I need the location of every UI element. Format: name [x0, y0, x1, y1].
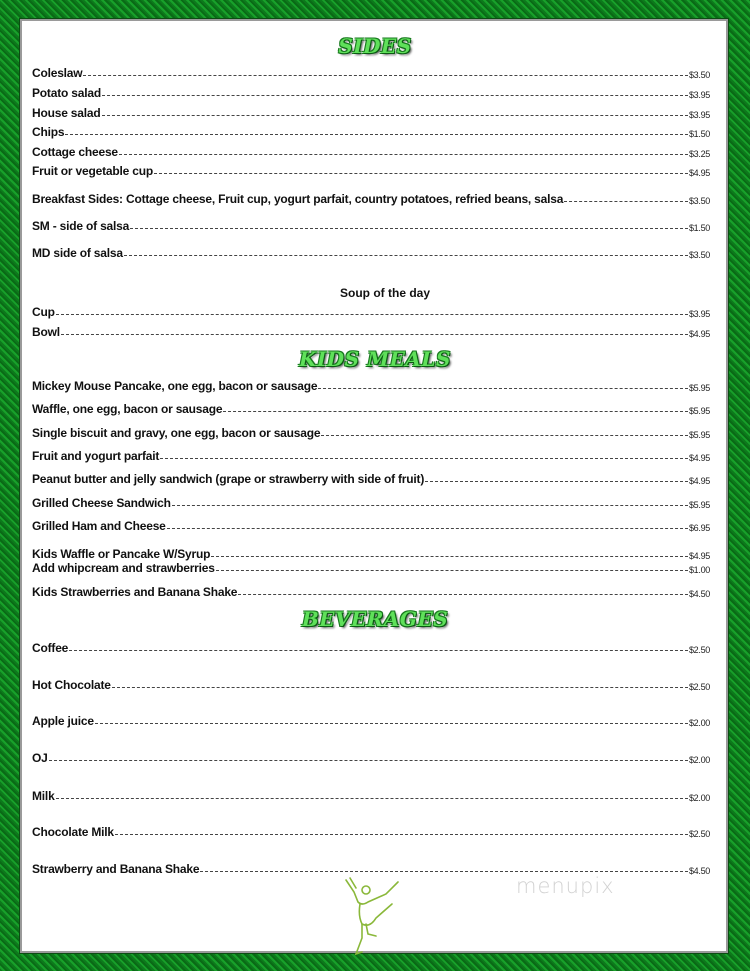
dotted-leader	[200, 871, 688, 872]
item-name: Chocolate Milk	[32, 825, 114, 839]
item-name: Bowl	[32, 325, 60, 339]
item-name: Milk	[32, 789, 55, 803]
item-price: $3.95	[688, 90, 710, 100]
item-name: Peanut butter and jelly sandwich (grape or strawberry with side of fruit)	[32, 472, 425, 486]
menu-item	[32, 641, 710, 655]
menu-item	[32, 219, 710, 233]
dotted-leader	[124, 255, 688, 256]
item-name: Cottage cheese	[32, 145, 118, 159]
dotted-leader	[130, 228, 688, 229]
item-price: $4.50	[688, 589, 710, 599]
menu-item	[32, 714, 710, 728]
item-price: $3.50	[688, 250, 710, 260]
dotted-leader	[65, 134, 688, 135]
item-price: $5.95	[688, 383, 710, 393]
dotted-leader	[112, 687, 688, 688]
menu-item	[32, 86, 710, 100]
item-price: $3.50	[688, 70, 710, 80]
item-price: $3.95	[688, 309, 710, 319]
item-name: Coleslaw	[32, 66, 83, 80]
item-price: $2.50	[688, 829, 710, 839]
item-name: SM - side of salsa	[32, 219, 130, 233]
menu-page	[20, 19, 728, 953]
item-name: Cup	[32, 305, 55, 319]
dotted-leader	[69, 650, 688, 651]
item-name: Breakfast Sides: Cottage cheese, Fruit cup, yogurt parfait, country potatoes, refried beans, salsa	[32, 192, 564, 206]
menu-item	[32, 164, 710, 178]
menu-item	[32, 496, 710, 510]
item-price: $3.50	[688, 196, 710, 206]
item-name: House salad	[32, 106, 101, 120]
menu-item	[32, 825, 710, 839]
menu-item	[32, 751, 710, 765]
dotted-leader	[172, 505, 688, 506]
item-name: OJ	[32, 751, 48, 765]
item-price: $4.95	[688, 329, 710, 339]
menu-item	[32, 66, 710, 80]
item-price: $1.50	[688, 223, 710, 233]
menu-item	[32, 519, 710, 533]
dotted-leader	[564, 201, 688, 202]
item-price: $4.95	[688, 168, 710, 178]
item-name: Grilled Cheese Sandwich	[32, 496, 171, 510]
section-heading-sides: SIDES	[338, 34, 412, 58]
item-price: $4.50	[688, 866, 710, 876]
item-price: $2.00	[688, 718, 710, 728]
menu-item	[32, 449, 710, 463]
dotted-leader	[56, 314, 688, 315]
section-heading-kids-meals: KIDS MEALS	[299, 347, 451, 371]
item-name: Strawberry and Banana Shake	[32, 862, 200, 876]
item-price: $5.95	[688, 430, 710, 440]
item-price: $1.00	[688, 565, 710, 575]
menu-item	[32, 246, 710, 260]
item-name: Coffee	[32, 641, 69, 655]
item-price: $1.50	[688, 129, 710, 139]
dotted-leader	[119, 154, 688, 155]
dotted-leader	[318, 388, 688, 389]
menu-item	[32, 426, 710, 440]
item-name: Chips	[32, 125, 65, 139]
item-name: Apple juice	[32, 714, 94, 728]
dotted-leader	[102, 95, 688, 96]
dotted-leader	[238, 594, 688, 595]
dotted-leader	[95, 723, 688, 724]
item-name: Single biscuit and gravy, one egg, bacon or sausage	[32, 426, 321, 440]
dotted-leader	[160, 458, 688, 459]
menu-item	[32, 472, 710, 486]
item-name: Fruit and yogurt parfait	[32, 449, 160, 463]
item-name: Kids Waffle or Pancake W/Syrup	[32, 547, 211, 561]
menu-item	[32, 106, 710, 120]
item-price: $3.25	[688, 149, 710, 159]
item-name: Hot Chocolate	[32, 678, 111, 692]
item-name: Add whipcream and strawberries	[32, 561, 215, 575]
menu-item	[32, 678, 710, 692]
item-name: Waffle, one egg, bacon or sausage	[32, 402, 223, 416]
menu-item	[32, 379, 710, 393]
item-price: $5.95	[688, 406, 710, 416]
item-price: $4.95	[688, 551, 710, 561]
item-price: $2.00	[688, 793, 710, 803]
item-price: $2.00	[688, 755, 710, 765]
dotted-leader	[425, 481, 688, 482]
item-price: $4.95	[688, 476, 710, 486]
menu-item	[32, 125, 710, 139]
dotted-leader	[167, 528, 688, 529]
dotted-leader	[49, 760, 688, 761]
dotted-leader	[115, 834, 688, 835]
item-name: Mickey Mouse Pancake, one egg, bacon or sausage	[32, 379, 318, 393]
menu-item	[32, 305, 710, 319]
dotted-leader	[56, 798, 688, 799]
section-heading-beverages: BEVERAGES	[301, 607, 449, 631]
menu-item	[32, 402, 710, 416]
item-name: MD side of salsa	[32, 246, 123, 260]
dotted-leader	[83, 75, 688, 76]
dotted-leader	[61, 334, 688, 335]
menu-item	[32, 585, 710, 599]
menu-item	[32, 145, 710, 159]
dotted-leader	[211, 556, 688, 557]
soup-subheading: Soup of the day	[340, 286, 430, 300]
menu-item	[32, 561, 710, 575]
item-price: $4.95	[688, 453, 710, 463]
item-price: $5.95	[688, 500, 710, 510]
item-name: Fruit or vegetable cup	[32, 164, 153, 178]
item-name: Grilled Ham and Cheese	[32, 519, 166, 533]
dotted-leader	[154, 173, 688, 174]
item-price: $3.95	[688, 110, 710, 120]
menu-item	[32, 547, 710, 561]
dotted-leader	[102, 115, 688, 116]
item-name: Kids Strawberries and Banana Shake	[32, 585, 238, 599]
item-price: $6.95	[688, 523, 710, 533]
menu-item	[32, 789, 710, 803]
menu-item	[32, 192, 710, 206]
item-price: $2.50	[688, 682, 710, 692]
menupix-watermark: menupix	[516, 874, 615, 898]
dotted-leader	[321, 435, 688, 436]
menu-item	[32, 325, 710, 339]
item-name: Potato salad	[32, 86, 101, 100]
dotted-leader	[223, 411, 688, 412]
item-price: $2.50	[688, 645, 710, 655]
dotted-leader	[216, 570, 688, 571]
dancer-logo-icon	[340, 876, 410, 956]
